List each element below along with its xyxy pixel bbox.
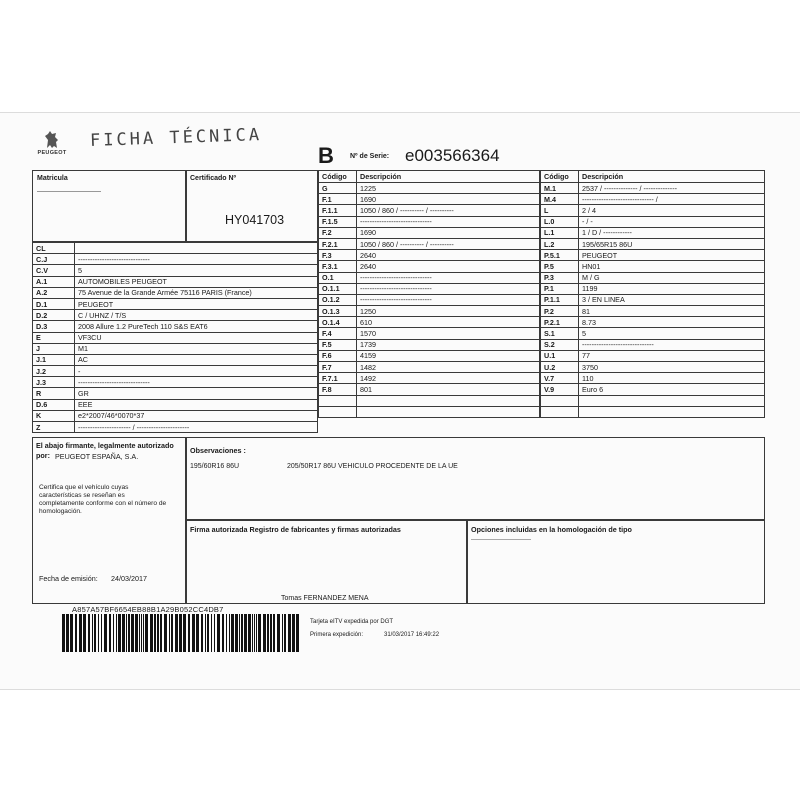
- left-row: [33, 410, 318, 421]
- right-code: P.5.1: [541, 250, 579, 261]
- left-table: [32, 242, 318, 433]
- barcode-bar: [229, 614, 230, 652]
- middle-value: 1482: [357, 362, 540, 373]
- barcode-bar: [192, 614, 195, 652]
- middle-value: 4159: [357, 350, 540, 361]
- right-code: L.2: [541, 238, 579, 249]
- barcode-bar: [141, 614, 142, 652]
- middle-code: F.3.1: [319, 261, 357, 272]
- middle-code: F.1.1: [319, 205, 357, 216]
- right-code: V.9: [541, 384, 579, 395]
- handwritten-title: FICHA TÉCNICA: [89, 125, 263, 151]
- middle-row: [319, 216, 540, 227]
- right-row: [541, 395, 765, 406]
- barcode-bar: [288, 614, 291, 652]
- middle-row: [319, 227, 540, 238]
- observaciones-label: Observaciones :: [190, 446, 246, 455]
- left-row: [33, 287, 318, 298]
- barcode-bar: [62, 614, 65, 652]
- barcode-bar: [273, 614, 275, 652]
- middle-row: [319, 395, 540, 406]
- lion-icon: [41, 130, 63, 150]
- opciones-cell: [467, 520, 765, 604]
- left-code: Z: [33, 422, 75, 433]
- left-code: R: [33, 388, 75, 399]
- section-letter: B: [318, 143, 334, 168]
- barcode-bar: [88, 614, 90, 652]
- middle-row: [319, 250, 540, 261]
- right-code: [541, 395, 579, 406]
- left-code: K: [33, 410, 75, 421]
- right-row: [541, 306, 765, 317]
- signatory-cell: [32, 437, 186, 604]
- middle-col-code: Código: [319, 171, 357, 183]
- right-row: [541, 250, 765, 261]
- barcode-bar: [205, 614, 206, 652]
- right-value: [579, 395, 765, 406]
- right-code: S.2: [541, 339, 579, 350]
- middle-code: F.7.1: [319, 373, 357, 384]
- barcode-bar: [196, 614, 199, 652]
- right-col-desc: Descripción: [579, 171, 765, 183]
- barcode-bar: [256, 614, 257, 652]
- left-value: AC: [75, 354, 318, 365]
- right-value: Euro 6: [579, 384, 765, 395]
- left-value: 75 Avenue de la Grande Armée 75116 PARIS (France): [75, 287, 318, 298]
- right-row: [541, 328, 765, 339]
- barcode-bar: [126, 614, 127, 652]
- left-code: A.2: [33, 287, 75, 298]
- right-code: L.1: [541, 227, 579, 238]
- left-value: ------------------------------: [75, 254, 318, 265]
- middle-row: [319, 317, 540, 328]
- right-value: 81: [579, 306, 765, 317]
- primera-label: Primera expedición:: [310, 632, 364, 638]
- barcode-bar: [296, 614, 299, 652]
- left-code: D.6: [33, 399, 75, 410]
- document-hash: A857A57BF6654EB88B1A29B052CC4DB7: [72, 605, 224, 614]
- left-row: [33, 298, 318, 309]
- right-value: [579, 406, 765, 417]
- barcode-bar: [128, 614, 130, 652]
- right-code: U.1: [541, 350, 579, 361]
- right-row: [541, 194, 765, 205]
- left-code: CL: [33, 243, 75, 254]
- matricula-blank: [37, 191, 101, 192]
- left-row: [33, 343, 318, 354]
- left-row: [33, 310, 318, 321]
- middle-row: [319, 339, 540, 350]
- middle-value: ------------------------------: [357, 272, 540, 283]
- barcode-bar: [207, 614, 209, 652]
- left-row: [33, 366, 318, 377]
- barcode-bar: [284, 614, 286, 652]
- left-value: VF3CU: [75, 332, 318, 343]
- middle-row: [319, 194, 540, 205]
- middle-value: 1690: [357, 227, 540, 238]
- middle-code: [319, 395, 357, 406]
- middle-code: F.8: [319, 384, 357, 395]
- middle-code: F.3: [319, 250, 357, 261]
- left-row: [33, 422, 318, 433]
- right-row: [541, 272, 765, 283]
- middle-col-desc: Descripción: [357, 171, 540, 183]
- right-code: M.1: [541, 183, 579, 194]
- barcode-bar: [164, 614, 167, 652]
- primera-value: 31/03/2017 16:49:22: [384, 632, 440, 638]
- right-code: [541, 406, 579, 417]
- middle-row: [319, 384, 540, 395]
- left-value: PEUGEOT: [75, 298, 318, 309]
- barcode-bar: [122, 614, 125, 652]
- right-row: [541, 406, 765, 417]
- right-row: [541, 294, 765, 305]
- right-value: 3 / EN LINEA: [579, 294, 765, 305]
- barcode-bar: [235, 614, 238, 652]
- right-value: HN01: [579, 261, 765, 272]
- left-row: [33, 377, 318, 388]
- middle-row: [319, 328, 540, 339]
- middle-value: ------------------------------: [357, 283, 540, 294]
- middle-value: 1690: [357, 194, 540, 205]
- right-table: [540, 170, 765, 418]
- right-code: S.1: [541, 328, 579, 339]
- barcode-bar: [254, 614, 255, 652]
- certify-text: Certifica que el vehículo cuyas características se reseñan es completamente conforme con el número de homologación.: [39, 484, 167, 515]
- barcode-bar: [79, 614, 82, 652]
- barcode-bar: [183, 614, 186, 652]
- barcode-bar: [277, 614, 280, 652]
- right-value: 2 / 4: [579, 205, 765, 216]
- right-code: P.5: [541, 261, 579, 272]
- signer-name: Tomas FERNANDEZ MENA: [281, 595, 369, 602]
- barcode-bar: [282, 614, 283, 652]
- middle-value: 1492: [357, 373, 540, 384]
- barcode-bar: [94, 614, 96, 652]
- middle-value: 2640: [357, 250, 540, 261]
- barcode-bar: [160, 614, 162, 652]
- barcode-bar: [113, 614, 114, 652]
- right-value: 3750: [579, 362, 765, 373]
- barcode-bar: [154, 614, 156, 652]
- fecha-label: Fecha de emisión:: [39, 574, 98, 583]
- left-code: J.1: [33, 354, 75, 365]
- left-value: C / UHNZ / T/S: [75, 310, 318, 321]
- middle-value: 2640: [357, 261, 540, 272]
- right-value: 195/65R15 86U: [579, 238, 765, 249]
- left-row: [33, 265, 318, 276]
- barcode-bar: [139, 614, 140, 652]
- left-row: [33, 243, 318, 254]
- middle-row: [319, 294, 540, 305]
- left-code: J.3: [33, 377, 75, 388]
- signed-label: El abajo firmante, legalmente autorizado: [36, 441, 174, 450]
- barcode-bar: [188, 614, 190, 652]
- left-code: D.3: [33, 321, 75, 332]
- left-code: D.1: [33, 298, 75, 309]
- right-code: P.1: [541, 283, 579, 294]
- middle-value: 1225: [357, 183, 540, 194]
- middle-value: 801: [357, 384, 540, 395]
- right-row: [541, 227, 765, 238]
- right-value: ------------------------------: [579, 339, 765, 350]
- barcode-bar: [157, 614, 159, 652]
- right-row: [541, 317, 765, 328]
- middle-row: [319, 350, 540, 361]
- middle-code: O.1.4: [319, 317, 357, 328]
- left-code: C.V: [33, 265, 75, 276]
- right-code: L: [541, 205, 579, 216]
- barcode-bar: [116, 614, 117, 652]
- left-row: [33, 276, 318, 287]
- right-row: [541, 350, 765, 361]
- right-row: [541, 339, 765, 350]
- barcode-bar: [145, 614, 148, 652]
- barcode-bar: [292, 614, 295, 652]
- middle-value: 1050 / 860 / ---------- / ----------: [357, 238, 540, 249]
- middle-row: [319, 238, 540, 249]
- left-row: [33, 399, 318, 410]
- middle-code: F.7: [319, 362, 357, 373]
- matricula-label: Matricula: [37, 175, 68, 182]
- left-value: GR: [75, 388, 318, 399]
- middle-code: F.2: [319, 227, 357, 238]
- middle-row: [319, 205, 540, 216]
- barcode-bar: [244, 614, 247, 652]
- left-code: E: [33, 332, 75, 343]
- barcode-bar: [98, 614, 99, 652]
- middle-code: F.5: [319, 339, 357, 350]
- right-row: [541, 238, 765, 249]
- left-code: J.2: [33, 366, 75, 377]
- observaciones-line-1: 195/60R16 86U: [190, 463, 240, 470]
- observaciones-cell: [186, 437, 765, 520]
- right-row: [541, 373, 765, 384]
- middle-value: [357, 395, 540, 406]
- barcode-bar: [171, 614, 173, 652]
- certificado-value: HY041703: [225, 213, 285, 227]
- left-value: -: [75, 366, 318, 377]
- left-value: 5: [75, 265, 318, 276]
- left-row: [33, 332, 318, 343]
- barcode-bar: [217, 614, 220, 652]
- middle-code: [319, 406, 357, 417]
- barcode-bar: [211, 614, 212, 652]
- serie-label: Nº de Serie:: [350, 153, 390, 160]
- middle-code: F.2.1: [319, 238, 357, 249]
- barcode-bar: [241, 614, 243, 652]
- opciones-label: Opciones incluidas en la homologación de tipo: [471, 525, 632, 534]
- right-code: U.2: [541, 362, 579, 373]
- left-row: [33, 321, 318, 332]
- right-code: P.2.1: [541, 317, 579, 328]
- middle-row: [319, 362, 540, 373]
- barcode-bar: [135, 614, 138, 652]
- right-value: 1199: [579, 283, 765, 294]
- middle-row: [319, 272, 540, 283]
- tarjeta-text: Tarjeta eITV expedida por DGT: [310, 619, 394, 625]
- firma-label: Firma autorizada Registro de fabricantes y firmas autorizadas: [190, 525, 401, 534]
- middle-row: [319, 283, 540, 294]
- middle-row: [319, 406, 540, 417]
- opciones-value: ------------------------------: [471, 537, 531, 543]
- right-value: 110: [579, 373, 765, 384]
- barcode-bar: [270, 614, 272, 652]
- right-code: P.1.1: [541, 294, 579, 305]
- middle-code: O.1: [319, 272, 357, 283]
- barcode-bar: [175, 614, 178, 652]
- barcode-bar: [179, 614, 182, 652]
- middle-value: [357, 406, 540, 417]
- barcode-bar: [131, 614, 134, 652]
- middle-row: [319, 306, 540, 317]
- right-value: 1 / D / ------------: [579, 227, 765, 238]
- barcode: [62, 614, 300, 652]
- barcode-bar: [258, 614, 261, 652]
- middle-row: [319, 183, 540, 194]
- middle-row: [319, 373, 540, 384]
- barcode-bar: [101, 614, 102, 652]
- logo-text: PEUGEOT: [37, 150, 67, 156]
- left-code: D.2: [33, 310, 75, 321]
- left-value: EEE: [75, 399, 318, 410]
- barcode-bar: [104, 614, 107, 652]
- barcode-bar: [118, 614, 121, 652]
- right-code: V.7: [541, 373, 579, 384]
- right-row: [541, 205, 765, 216]
- observaciones-line-2: 205/50R17 86U VEHICULO PROCEDENTE DE LA UE: [287, 463, 458, 470]
- middle-code: O.1.2: [319, 294, 357, 305]
- barcode-bar: [214, 614, 215, 652]
- barcode-bar: [109, 614, 111, 652]
- middle-value: ------------------------------: [357, 294, 540, 305]
- por-label: por:: [36, 451, 50, 460]
- barcode-bar: [222, 614, 224, 652]
- middle-code: F.6: [319, 350, 357, 361]
- firma-cell: [186, 520, 467, 604]
- right-value: 5: [579, 328, 765, 339]
- barcode-bar: [92, 614, 93, 652]
- right-value: - / -: [579, 216, 765, 227]
- left-code: J: [33, 343, 75, 354]
- middle-code: F.1: [319, 194, 357, 205]
- middle-code: O.1.1: [319, 283, 357, 294]
- matricula-cell: [32, 170, 186, 242]
- left-value: AUTOMOBILES PEUGEOT: [75, 276, 318, 287]
- middle-code: F.4: [319, 328, 357, 339]
- barcode-bar: [169, 614, 170, 652]
- certificado-cell: [186, 170, 318, 242]
- serie-value: e003566364: [405, 146, 500, 165]
- right-row: [541, 384, 765, 395]
- middle-row: [319, 261, 540, 272]
- left-row: [33, 354, 318, 365]
- barcode-bar: [226, 614, 227, 652]
- right-row: [541, 362, 765, 373]
- barcode-bar: [143, 614, 144, 652]
- left-code: A.1: [33, 276, 75, 287]
- peugeot-logo: [34, 130, 70, 156]
- right-col-code: Código: [541, 171, 579, 183]
- right-value: 8.73: [579, 317, 765, 328]
- middle-value: ------------------------------: [357, 216, 540, 227]
- right-code: M.4: [541, 194, 579, 205]
- middle-table: [318, 170, 540, 418]
- middle-value: 1250: [357, 306, 540, 317]
- right-row: [541, 261, 765, 272]
- right-row: [541, 183, 765, 194]
- middle-code: G: [319, 183, 357, 194]
- barcode-bar: [263, 614, 266, 652]
- barcode-bar: [70, 614, 73, 652]
- left-value: e2*2007/46*0070*37: [75, 410, 318, 421]
- barcode-bar: [252, 614, 253, 652]
- left-value: 2008 Allure 1.2 PureTech 110 S&S EAT6: [75, 321, 318, 332]
- right-code: P.3: [541, 272, 579, 283]
- middle-code: O.1.3: [319, 306, 357, 317]
- barcode-bar: [231, 614, 234, 652]
- right-row: [541, 283, 765, 294]
- middle-value: 1739: [357, 339, 540, 350]
- right-code: L.0: [541, 216, 579, 227]
- barcode-bar: [248, 614, 251, 652]
- left-value: ---------------------- / ----------------------: [75, 422, 318, 433]
- barcode-bar: [66, 614, 69, 652]
- middle-value: 1050 / 860 / ---------- / ----------: [357, 205, 540, 216]
- left-row: [33, 388, 318, 399]
- left-value: ------------------------------: [75, 377, 318, 388]
- certificado-label: Certificado Nº: [190, 175, 237, 182]
- left-value: M1: [75, 343, 318, 354]
- middle-value: 610: [357, 317, 540, 328]
- barcode-bar: [239, 614, 240, 652]
- left-code: C.J: [33, 254, 75, 265]
- middle-code: F.1.5: [319, 216, 357, 227]
- left-value: [75, 243, 318, 254]
- right-value: M / G: [579, 272, 765, 283]
- right-value: PEUGEOT: [579, 250, 765, 261]
- barcode-bar: [201, 614, 203, 652]
- right-code: P.2: [541, 306, 579, 317]
- left-row: [33, 254, 318, 265]
- barcode-bar: [83, 614, 86, 652]
- por-value: PEUGEOT ESPAÑA, S.A.: [55, 452, 139, 461]
- right-row: [541, 216, 765, 227]
- barcode-bar: [267, 614, 269, 652]
- barcode-bar: [150, 614, 153, 652]
- barcode-bar: [75, 614, 77, 652]
- fecha-value: 24/03/2017: [111, 574, 147, 583]
- right-value: 77: [579, 350, 765, 361]
- right-value: ------------------------------ /: [579, 194, 765, 205]
- right-value: 2537 / -------------- / --------------: [579, 183, 765, 194]
- middle-value: 1570: [357, 328, 540, 339]
